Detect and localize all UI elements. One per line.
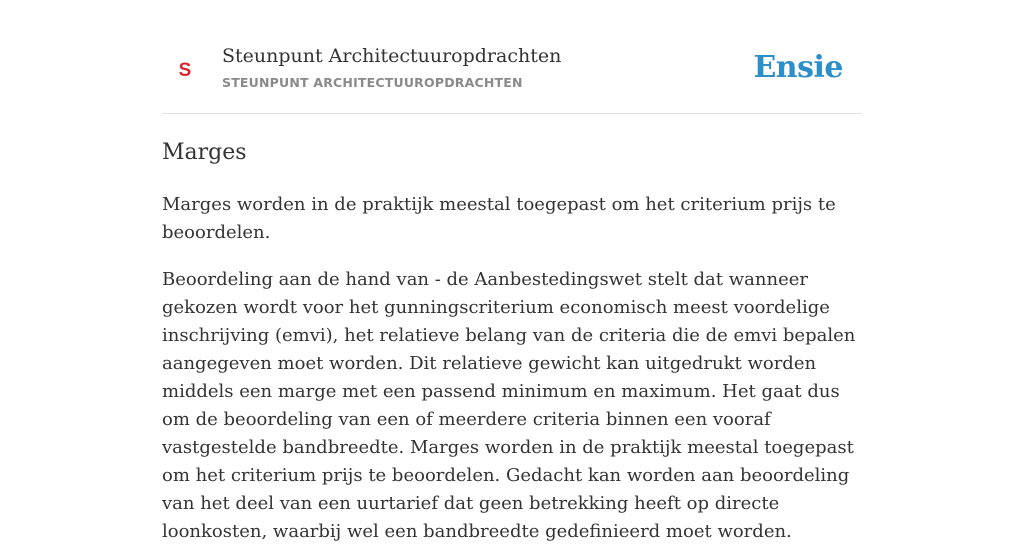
publisher-logo[interactable]: [162, 46, 208, 96]
article-title: Marges: [162, 140, 247, 165]
publisher-subtitle: STEUNPUNT ARCHITECTUUROPDRACHTEN: [222, 75, 523, 90]
publisher-title-link[interactable]: Steunpunt Architectuuropdrachten: [222, 45, 562, 67]
ensie-logo-link[interactable]: Ensie: [753, 50, 843, 85]
site-header: [162, 0, 862, 114]
article-paragraph: Marges worden in de praktijk meestal toegepast om het criterium prijs te beoordelen.: [162, 194, 836, 243]
article-paragraph: Beoordeling aan de hand van - de Aanbestedingswet stelt dat wanneer gekozen wordt voor het gunningscriterium economisch meest voordelige inschrijving (emvi), het relatieve belang van de criteria die de emvi bepalen aangegeven moet worden. Dit relatieve gewicht kan uitgedrukt worden middels een marge met een passend minimum en maximum. Het gaat dus om de beoordeling van een of meerdere criteria binnen een vooraf vastgestelde bandbreedte. Marges worden in de praktijk meestal toegepast om het criterium prijs te beoordelen. Gedacht kan worden aan beoordeling van het deel van een uurtarief dat geen betrekking heeft op directe loonkosten, waarbij wel een bandbreedte gedefinieerd moet worden.: [162, 269, 856, 542]
page: [162, 0, 862, 546]
article: [162, 114, 862, 546]
publisher-logo-letter: S: [178, 60, 192, 81]
